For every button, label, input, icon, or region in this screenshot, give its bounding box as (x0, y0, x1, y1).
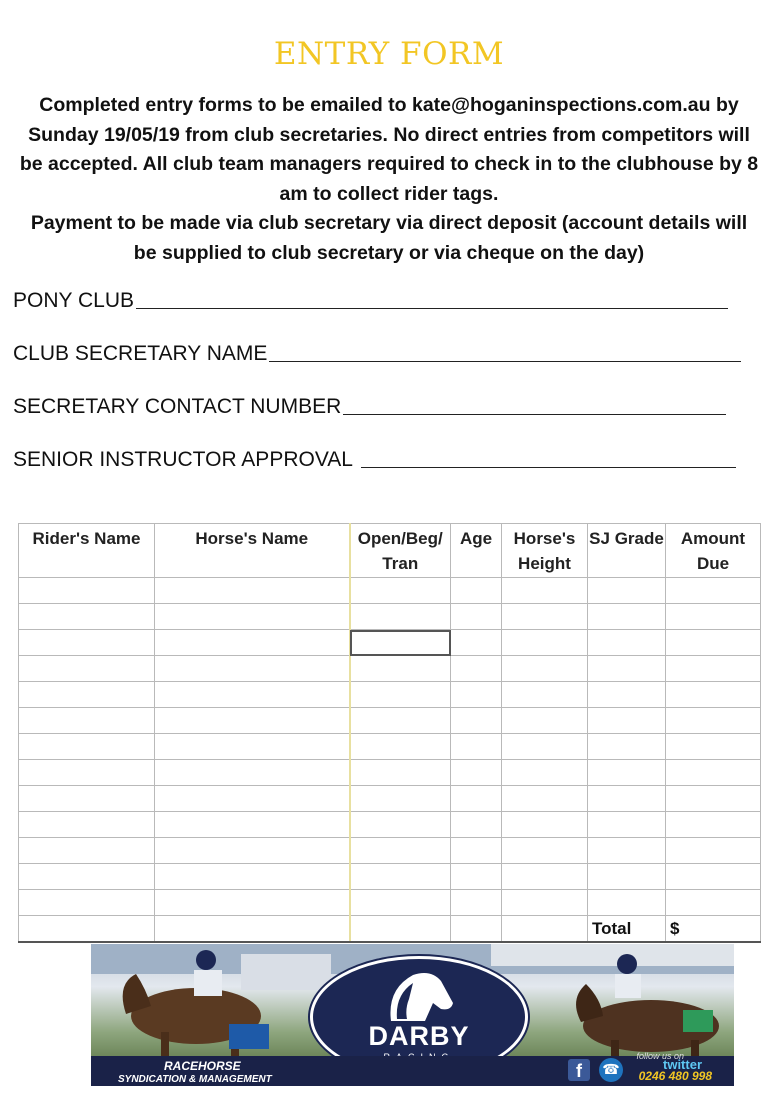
entry-cell[interactable] (19, 760, 155, 786)
entry-cell[interactable] (502, 838, 588, 864)
entry-cell[interactable] (502, 708, 588, 734)
instructor-approval-field[interactable] (13, 448, 736, 472)
header-riders-name: Rider's Name (19, 524, 155, 578)
twitter-icon[interactable]: twitter (663, 1057, 702, 1072)
table-row (19, 604, 761, 630)
instructions-payment: Payment to be made via club secretary via direct deposit (account details will be supplied to club secretary or via cheque on the day) (30, 212, 748, 264)
entry-cell[interactable] (666, 734, 761, 760)
total-row (19, 916, 761, 943)
entry-cell[interactable] (155, 864, 350, 890)
entry-cell[interactable] (588, 682, 666, 708)
entry-cell[interactable] (666, 578, 761, 604)
entry-cell[interactable] (502, 656, 588, 682)
entry-cell[interactable] (666, 708, 761, 734)
entry-cell[interactable] (350, 734, 451, 760)
entry-cell[interactable] (19, 578, 155, 604)
entry-cell[interactable] (350, 656, 451, 682)
entry-cell[interactable] (666, 838, 761, 864)
entry-cell[interactable] (350, 760, 451, 786)
entry-cell[interactable] (502, 604, 588, 630)
entries-table (18, 523, 761, 943)
entry-cell[interactable] (588, 708, 666, 734)
entry-cell[interactable] (19, 812, 155, 838)
entry-cell[interactable] (155, 838, 350, 864)
entry-cell[interactable] (155, 656, 350, 682)
banner-tagline-racehorse: RACEHORSE (164, 1059, 241, 1073)
entry-cell[interactable] (155, 604, 350, 630)
entry-cell[interactable] (155, 630, 350, 656)
entry-cell (451, 916, 502, 943)
entry-cell[interactable] (155, 760, 350, 786)
entry-cell[interactable] (502, 630, 588, 656)
entry-cell (19, 916, 155, 943)
entry-cell[interactable] (451, 604, 502, 630)
entry-cell[interactable] (155, 890, 350, 916)
table-row (19, 734, 761, 760)
entry-cell[interactable] (666, 682, 761, 708)
entry-cell[interactable] (666, 786, 761, 812)
entry-cell[interactable] (350, 630, 451, 656)
entry-cell[interactable] (502, 682, 588, 708)
entry-cell[interactable] (502, 812, 588, 838)
contact-number-line[interactable] (343, 413, 726, 415)
entry-cell[interactable] (155, 708, 350, 734)
table-row (19, 838, 761, 864)
entry-cell[interactable] (451, 682, 502, 708)
entry-cell[interactable] (451, 864, 502, 890)
pony-club-label: PONY CLUB (13, 289, 134, 312)
entry-cell[interactable] (155, 578, 350, 604)
entry-cell (350, 916, 451, 943)
entry-cell[interactable] (666, 864, 761, 890)
header-sj-grade: SJ Grade (588, 524, 666, 578)
entry-cell[interactable] (588, 812, 666, 838)
entry-cell[interactable] (19, 786, 155, 812)
pony-club-field[interactable] (13, 289, 728, 313)
header-age: Age (451, 524, 502, 578)
entry-cell[interactable] (588, 838, 666, 864)
total-label: Total (588, 916, 666, 943)
table-row (19, 786, 761, 812)
horse-head-icon (313, 959, 525, 1029)
entry-cell[interactable] (502, 734, 588, 760)
entry-cell[interactable] (451, 760, 502, 786)
table-row (19, 630, 761, 656)
entry-cell[interactable] (666, 630, 761, 656)
instructor-approval-label: SENIOR INSTRUCTOR APPROVAL (13, 448, 353, 471)
entry-cell[interactable] (502, 786, 588, 812)
contact-number-field[interactable] (13, 395, 726, 419)
entry-cell[interactable] (350, 708, 451, 734)
entry-cell[interactable] (588, 864, 666, 890)
entry-cell[interactable] (19, 656, 155, 682)
header-amount-due: Amount Due (666, 524, 761, 578)
entry-cell[interactable] (666, 604, 761, 630)
pony-club-line[interactable] (136, 307, 728, 309)
total-amount-cell[interactable]: $ (666, 916, 761, 943)
table-row (19, 890, 761, 916)
instructions-submission: Completed entry forms to be emailed to kate@hoganinspections.com.au by Sunday 19/05/19 from club secretaries. No direct entries from competitors will be accepted. All club team managers required to check in to the clubhouse by 8 am to collect rider tags. (19, 94, 759, 205)
entry-cell[interactable] (155, 812, 350, 838)
secretary-name-label: CLUB SECRETARY NAME (13, 342, 268, 365)
header-open-beg-tran: Open/Beg/ Tran (350, 524, 451, 578)
entry-cell[interactable] (350, 812, 451, 838)
entry-cell[interactable] (451, 890, 502, 916)
entry-cell[interactable] (451, 812, 502, 838)
entry-cell[interactable] (350, 890, 451, 916)
table-row (19, 578, 761, 604)
form-title: ENTRY FORM (273, 36, 505, 72)
entry-cell[interactable] (588, 656, 666, 682)
entry-cell[interactable] (588, 578, 666, 604)
entry-cell[interactable] (350, 838, 451, 864)
secretary-name-line[interactable] (269, 360, 741, 362)
entry-cell[interactable] (502, 578, 588, 604)
entry-cell[interactable] (451, 838, 502, 864)
entry-cell[interactable] (588, 604, 666, 630)
entry-cell[interactable] (350, 864, 451, 890)
entry-cell[interactable] (155, 682, 350, 708)
contact-number-label: SECRETARY CONTACT NUMBER (13, 395, 342, 418)
entry-cell[interactable] (451, 708, 502, 734)
entry-cell[interactable] (19, 734, 155, 760)
table-row (19, 708, 761, 734)
entry-cell[interactable] (350, 786, 451, 812)
entry-cell[interactable] (350, 578, 451, 604)
entry-cell[interactable] (502, 890, 588, 916)
entry-cell[interactable] (588, 786, 666, 812)
entry-cell (155, 916, 350, 943)
entry-cell[interactable] (588, 630, 666, 656)
darby-racing-banner (91, 944, 734, 1086)
entry-cell (502, 916, 588, 943)
entry-cell[interactable] (451, 656, 502, 682)
entry-cell[interactable] (19, 604, 155, 630)
table-row (19, 656, 761, 682)
logo-brand-name: DARBY (368, 1021, 470, 1051)
entry-cell[interactable] (451, 734, 502, 760)
banner-tagline-syndication: SYNDICATION & MANAGEMENT (118, 1074, 272, 1085)
entry-cell[interactable] (19, 890, 155, 916)
entry-cell[interactable] (588, 890, 666, 916)
entry-cell[interactable] (19, 864, 155, 890)
entry-cell[interactable] (502, 760, 588, 786)
entry-cell[interactable] (588, 734, 666, 760)
entry-cell[interactable] (350, 604, 451, 630)
table-header-row (19, 524, 761, 578)
entry-cell[interactable] (666, 890, 761, 916)
telephone-icon: ☎ (599, 1058, 623, 1082)
entry-cell[interactable] (451, 786, 502, 812)
entry-cell[interactable] (666, 812, 761, 838)
entry-cell[interactable] (155, 786, 350, 812)
entry-cell[interactable] (502, 864, 588, 890)
table-row (19, 864, 761, 890)
header-horses-height: Horse's Height (502, 524, 588, 578)
table-row (19, 760, 761, 786)
entry-cell[interactable] (588, 760, 666, 786)
secretary-name-field[interactable] (13, 342, 741, 366)
header-horses-name: Horse's Name (155, 524, 350, 578)
entry-cell[interactable] (350, 682, 451, 708)
entry-cell[interactable] (19, 630, 155, 656)
entry-cell[interactable] (666, 656, 761, 682)
instructor-approval-line[interactable] (361, 466, 736, 468)
entry-cell[interactable] (19, 708, 155, 734)
follow-us-text: follow us on (636, 1051, 684, 1061)
entry-cell[interactable] (451, 578, 502, 604)
entry-cell[interactable] (19, 682, 155, 708)
instructions (18, 91, 760, 268)
facebook-icon[interactable]: f (568, 1059, 590, 1081)
table-row (19, 812, 761, 838)
entry-cell[interactable] (451, 630, 502, 656)
entry-cell[interactable] (666, 760, 761, 786)
banner-phone-number: 0246 480 998 (638, 1069, 712, 1083)
entry-cell[interactable] (155, 734, 350, 760)
entry-cell[interactable] (19, 838, 155, 864)
table-row (19, 682, 761, 708)
